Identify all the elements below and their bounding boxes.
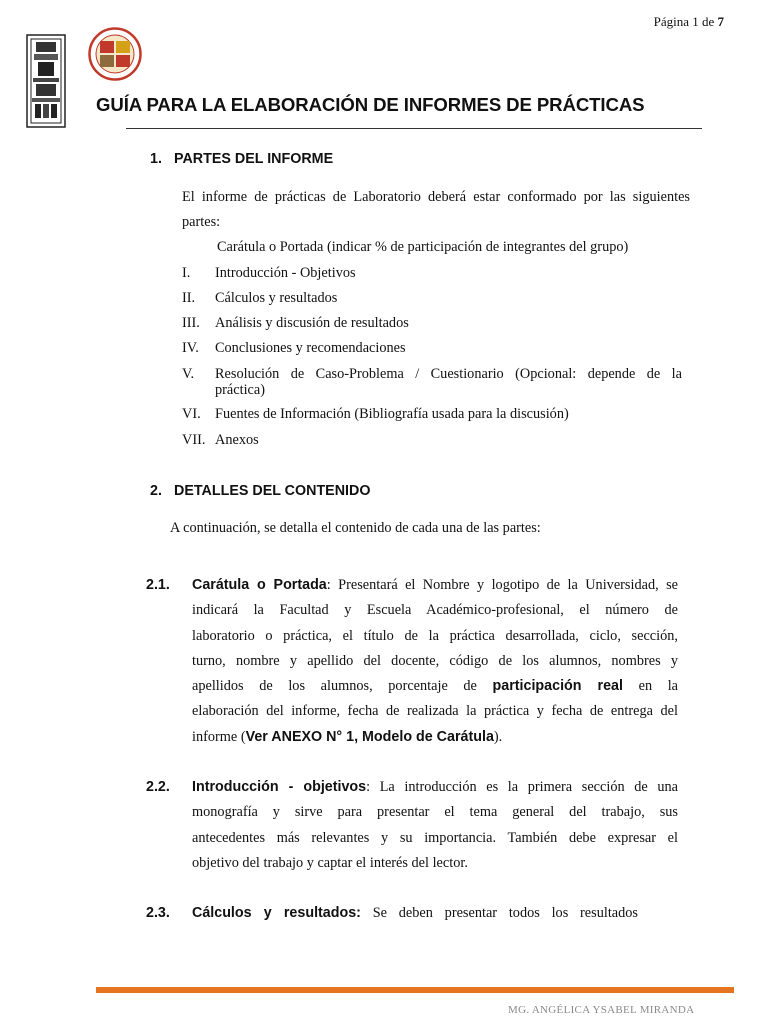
subsection-2-1-line6: elaboración del informe, fecha de realizada la práctica y fecha de entrega del (192, 703, 678, 720)
list-item-number: VI. (182, 406, 201, 422)
subsection-2-2-term: Introducción - objetivos (192, 779, 367, 795)
line5-post: en la (638, 678, 679, 695)
list-item-number: IV. (182, 340, 199, 356)
subsection-2-1-number: 2.1. (146, 577, 170, 593)
list-item-text: Cálculos y resultados (215, 290, 338, 306)
page-number (654, 14, 724, 30)
list-item-text: Resolución de Caso-Problema / Cuestionario (Opcional: depende de la (215, 366, 682, 382)
list-item-text: Conclusiones y recomendaciones (215, 340, 406, 356)
list-item-number: V. (182, 366, 195, 382)
annex-reference: Ver ANEXO N° 1, Modelo de Carátula (245, 728, 494, 745)
line7-post: ). (493, 728, 503, 745)
section-2-number: 2. (150, 483, 162, 499)
section-2-intro: A continuación, se detalla el contenido de cada una de las partes: (170, 520, 541, 536)
document-title: GUÍA PARA LA ELABORACIÓN DE INFORMES DE PRÁCTICAS (96, 94, 645, 115)
section-1-intro-line1: El informe de prácticas de Laboratorio deberá estar conformado por las siguientes (182, 189, 690, 205)
subsection-2-3-term: Cálculos y resultados: (192, 905, 361, 921)
subsection-2-1-line4: turno, nombre y apellido del docente, código de los alumnos, nombres y (192, 652, 678, 669)
section-1-title: PARTES DEL INFORME (174, 151, 334, 167)
faculty-seal-logo (88, 27, 142, 81)
list-item (182, 366, 690, 402)
participation-emphasis: participación real (492, 678, 623, 695)
list-item-number: II. (182, 290, 196, 306)
list-item (182, 315, 690, 335)
line5-pre: apellidos de los alumnos, porcentaje de (192, 678, 477, 695)
cover-item: Carátula o Portada (indicar % de participación de integrantes del grupo) (217, 239, 629, 255)
list-item-text: Fuentes de Información (Bibliografía usada para la discusión) (215, 406, 569, 422)
list-item (182, 265, 690, 285)
subsection-2-1-line1: : Presentará el Nombre y logotipo de la Universidad, se (326, 577, 678, 593)
list-item-text: Anexos (215, 432, 259, 448)
line7-pre: informe ( (192, 728, 246, 745)
subsection-2-3-number: 2.3. (146, 905, 170, 921)
list-item-number: I. (182, 265, 191, 281)
list-item (182, 290, 690, 310)
subsection-2-2-line3: antecedentes más relevantes y su importancia. También debe expresar el (192, 829, 678, 846)
section-2-heading (150, 483, 370, 499)
list-item-text-continued: práctica) (215, 382, 265, 398)
subsection-2-2-line1: : La introducción es la primera sección de una (366, 779, 678, 795)
subsection-2-1-body (192, 573, 678, 750)
list-item (182, 406, 690, 426)
title-divider (126, 128, 702, 129)
subsection-2-2-line4: objetivo del trabajo y captar el interés del lector. (192, 854, 468, 871)
page-label: Página 1 de (653, 14, 715, 29)
subsection-2-1-term: Carátula o Portada (192, 577, 327, 593)
section-1-intro-line2: partes: (182, 214, 221, 230)
subsection-2-3-line1: Se deben presentar todos los resultados (372, 905, 638, 921)
subsection-2-1-line3: laboratorio o práctica, el título de la práctica desarrollada, ciclo, sección, (192, 627, 678, 644)
subsection-2-3-line (192, 901, 638, 926)
subsection-2-2-number: 2.2. (146, 779, 170, 795)
university-crest-logo (26, 34, 66, 128)
footer-bar (96, 987, 734, 993)
list-item (182, 340, 690, 360)
section-1-number: 1. (150, 151, 162, 167)
section-2-title: DETALLES DEL CONTENIDO (174, 483, 371, 499)
subsection-2-2-body (192, 775, 678, 876)
page-total: 7 (717, 14, 724, 29)
subsection-2-1-line5 (192, 674, 678, 699)
list-item-number: VII. (182, 432, 206, 448)
list-item-text: Introducción - Objetivos (215, 265, 356, 281)
list-item-number: III. (182, 315, 200, 331)
list-item-text: Análisis y discusión de resultados (215, 315, 409, 331)
subsection-2-3-body (192, 901, 638, 926)
subsection-2-2-line2: monografía y sirve para presentar el tema general del trabajo, sus (192, 804, 678, 821)
list-item (182, 432, 690, 452)
footer-author: MG. ANGÉLICA YSABEL MIRANDA (508, 1004, 695, 1016)
subsection-2-2-line (192, 775, 678, 800)
section-1-heading (150, 151, 333, 167)
subsection-2-1-line (192, 573, 678, 598)
subsection-2-1-line7 (192, 725, 678, 750)
subsection-2-1-line2: indicará la Facultad y Escuela Académico-profesional, el número de (192, 602, 678, 619)
